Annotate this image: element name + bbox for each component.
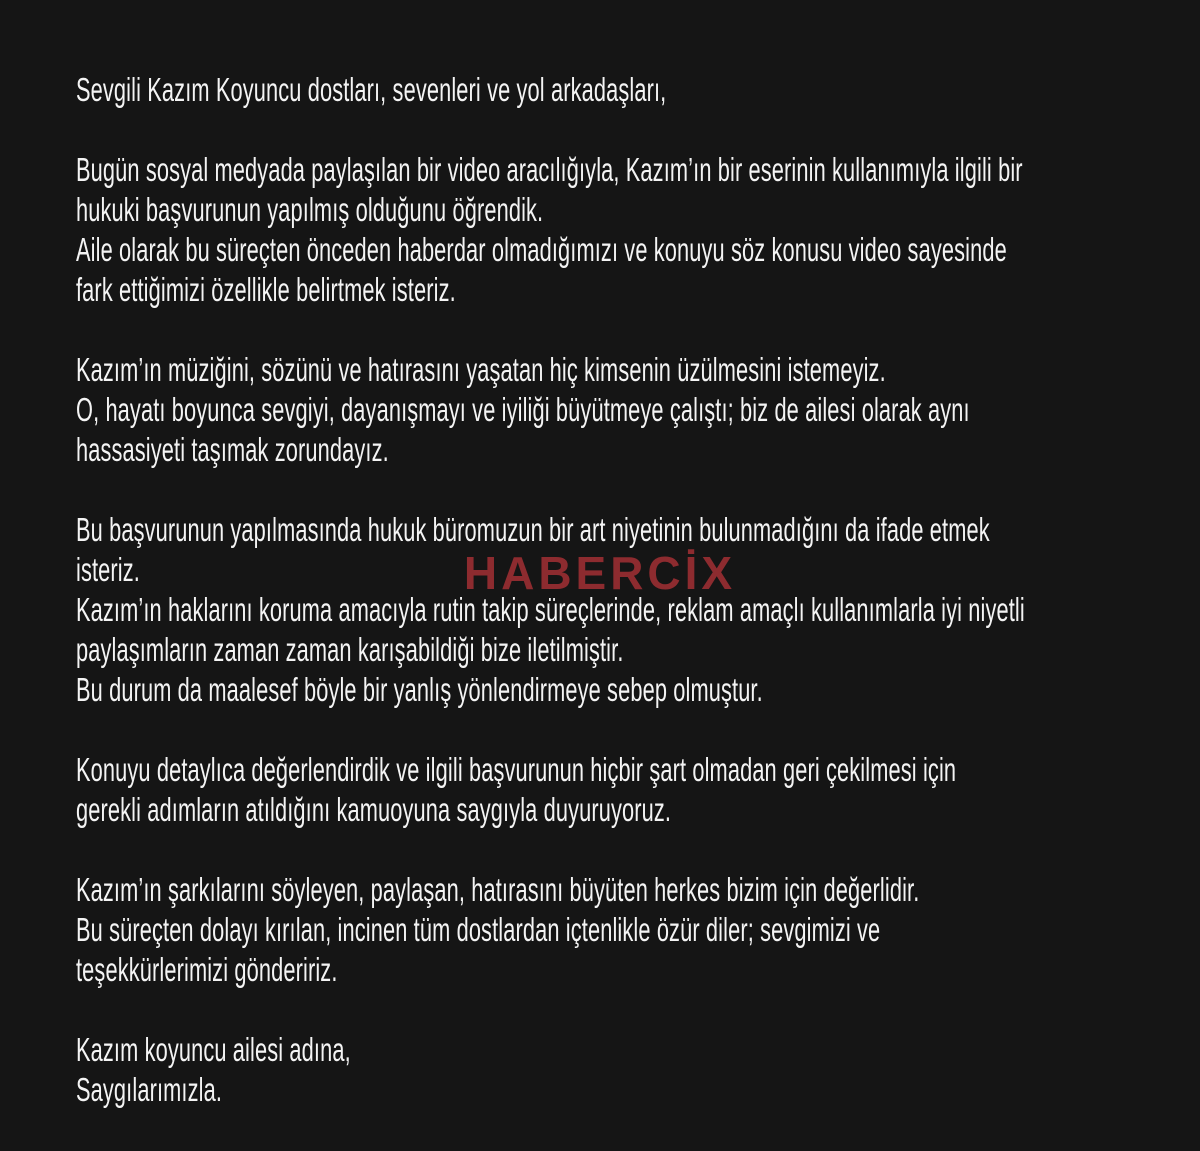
statement-line: Bu başvurunun yapılmasında hukuk büromuzun bir art niyetinin bulunmadığını da ifade etmek xyxy=(76,511,990,548)
statement-paragraph-signature xyxy=(76,1030,1180,1110)
statement-line: Konuyu detaylıca değerlendirdik ve ilgili başvurunun hiçbir şart olmadan geri çekilmesi için xyxy=(76,751,957,788)
statement-paragraph-announcement xyxy=(76,150,1180,310)
statement-line: Kazım’ın şarkılarını söyleyen, paylaşan, hatırasını büyüten herkes bizim için değerlidir. xyxy=(76,871,920,908)
statement-line: fark ettiğimizi özellikle belirtmek isteriz. xyxy=(76,271,456,308)
statement-line: Bu durum da maalesef böyle bir yanlış yönlendirmeye sebep olmuştur. xyxy=(76,671,763,708)
statement-line: gerekli adımların atıldığını kamuoyuna saygıyla duyuruyoruz. xyxy=(76,791,672,828)
statement-line: Kazım’ın müziğini, sözünü ve hatırasını yaşatan hiç kimsenin üzülmesini istemeyiz. xyxy=(76,351,886,388)
statement-line: Aile olarak bu süreçten önceden haberdar olmadığımızı ve konuyu söz konusu video sayesinde xyxy=(76,231,1007,268)
statement-paragraph-greeting xyxy=(76,70,1180,110)
statement-paragraph-resolution xyxy=(76,750,1180,830)
habercix-watermark: HABERCİX xyxy=(463,547,737,599)
statement-line: hukuki başvurunun yapılmış olduğunu öğrendik. xyxy=(76,191,544,228)
statement-line: O, hayatı boyunca sevgiyi, dayanışmayı ve iyiliği büyütmeye çalıştı; biz de ailesi olarak aynı xyxy=(76,391,970,428)
statement-paragraph-apology xyxy=(76,870,1180,990)
statement-paragraph-explanation xyxy=(76,510,1180,710)
statement-line: Sevgili Kazım Koyuncu dostları, sevenleri ve yol arkadaşları, xyxy=(76,71,667,108)
statement-line: Bugün sosyal medyada paylaşılan bir video aracılığıyla, Kazım’ın bir eserinin kullanımıyla ilgili bir xyxy=(76,151,1023,188)
statement-line: teşekkürlerimizi göndeririz. xyxy=(76,951,338,988)
statement-body xyxy=(76,70,1180,1150)
statement-line: paylaşımların zaman zaman karışabildiği bize iletilmiştir. xyxy=(76,631,624,668)
statement-line: isteriz. xyxy=(76,551,140,588)
statement-line: Bu süreçten dolayı kırılan, incinen tüm dostlardan içtenlikle özür diler; sevgimizi ve xyxy=(76,911,881,948)
statement-line: hassasiyeti taşımak zorundayız. xyxy=(76,431,389,468)
statement-line: Kazım’ın haklarını koruma amacıyla rutin takip süreçlerinde, reklam amaçlı kullanımlarla iyi niyetli xyxy=(76,591,1025,628)
statement-line: Kazım koyuncu ailesi adına, xyxy=(76,1031,351,1068)
statement-paragraph-sentiment xyxy=(76,350,1180,470)
statement-line: Saygılarımızla. xyxy=(76,1071,223,1108)
